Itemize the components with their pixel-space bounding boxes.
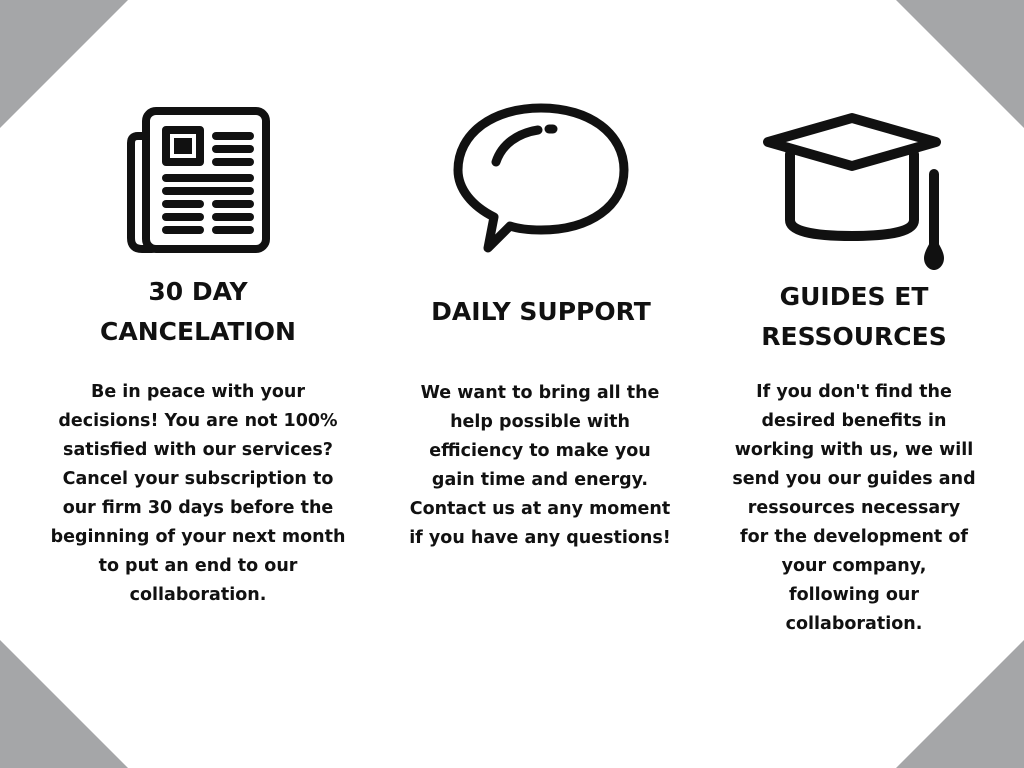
feature-title — [704, 277, 1004, 357]
description-line: Cancel your subscription to — [62, 469, 334, 489]
description-line: If you don't find the — [756, 382, 952, 402]
description-line: desired benefits in — [761, 411, 947, 431]
description-line: Be in peace with your — [91, 382, 305, 402]
description-line: following our — [788, 585, 919, 605]
corner-decoration-bottom-left — [0, 640, 128, 768]
description-line: We want to bring all the — [420, 383, 660, 403]
graduation-cap-icon — [756, 108, 952, 274]
speech-bubble-icon — [452, 100, 630, 256]
description-line: send you our guides and — [732, 469, 976, 489]
feature-title — [48, 272, 348, 352]
description-line: if you have any questions! — [409, 528, 671, 548]
feature-description — [385, 379, 695, 553]
description-line: efficiency to make you — [429, 441, 651, 461]
title-line: RESSOURCES — [761, 322, 947, 351]
description-line: help possible with — [450, 412, 630, 432]
description-line: collaboration. — [129, 585, 267, 605]
description-line: beginning of your next month — [50, 527, 346, 547]
feature-description — [704, 378, 1004, 639]
corner-decoration-top-left — [0, 0, 128, 128]
feature-description — [38, 378, 358, 610]
description-line: satisfied with our services? — [63, 440, 333, 460]
description-line: our firm 30 days before the — [62, 498, 334, 518]
description-line: to put an end to our — [98, 556, 298, 576]
title-line: GUIDES ET — [779, 282, 929, 311]
description-line: for the development of — [739, 527, 969, 547]
newspaper-icon — [126, 106, 274, 254]
title-line: DAILY SUPPORT — [431, 297, 651, 326]
title-line: CANCELATION — [100, 317, 296, 346]
description-line: Contact us at any moment — [409, 499, 671, 519]
description-line: decisions! You are not 100% — [58, 411, 338, 431]
description-line: your company, — [781, 556, 927, 576]
description-line: collaboration. — [785, 614, 923, 634]
feature-title — [388, 292, 694, 332]
description-line: working with us, we will — [734, 440, 974, 460]
title-line: 30 DAY — [148, 277, 248, 306]
corner-decoration-bottom-right — [896, 640, 1024, 768]
description-line: ressources necessary — [747, 498, 961, 518]
description-line: gain time and energy. — [431, 470, 649, 490]
